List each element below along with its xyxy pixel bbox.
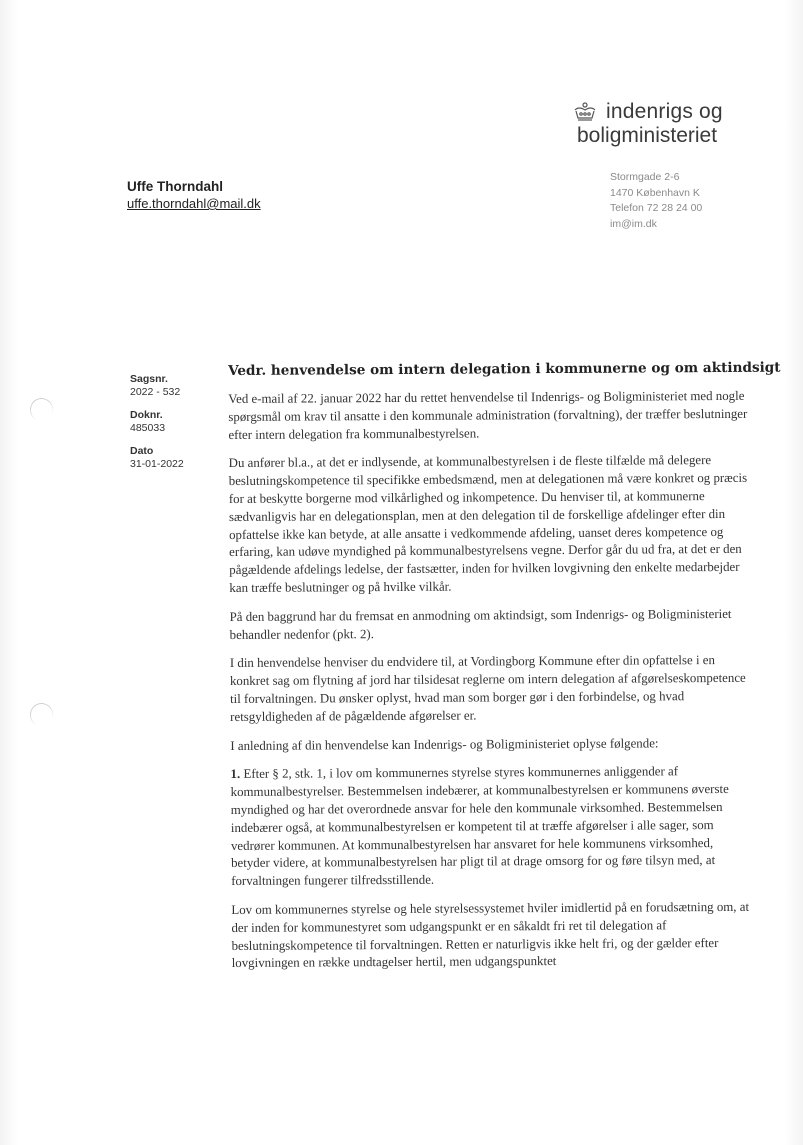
crown-icon: [572, 102, 598, 122]
dato-value: 31-01-2022: [130, 458, 184, 470]
sagsnr-label: Sagsnr.: [130, 373, 168, 385]
doknr-label: Doknr.: [130, 409, 163, 421]
paragraph: I anledning af din henvendelse kan Indenrigs- og Boligministeriet oplyse følgende:: [230, 735, 659, 753]
point-1-text: Efter § 2, stk. 1, i lov om kommunernes styrelse styres kommunernes anliggender af kommunalbestyrelser. Bestemmelsen indebærer, at kommunalbestyrelsen er kommunens øverste myndighed og har det overordnede ansvar for hele den kommunale virksomhed. Bestemmelsen indebærer også, at kommunalbestyrelsen er kompetent til at træffe afgørelser i alle sager, som vedrører kommunen. At kommunalbestyrelsen har ansvaret for hele kommunens virksomhed, betyder videre, at kommunalbestyrelsen har pligt til at drage omsorg for og føre tilsyn med, at forvaltningen fungerer tilfredsstillende.: [230, 764, 729, 889]
recipient-block: [127, 178, 261, 212]
paragraph: På den baggrund har du fremsat en anmodning om aktindsigt, som Indenrigs- og Boligministeriet behandler nedenfor (pkt. 2).: [229, 606, 732, 642]
address-city: 1470 København K: [610, 186, 700, 199]
address-email: im@im.dk: [610, 217, 657, 230]
recipient-name: Uffe Thorndahl: [127, 179, 223, 194]
doknr-value: 485033: [130, 422, 166, 434]
letter-body: [228, 359, 781, 984]
punch-hole-bottom: [27, 700, 56, 729]
paragraph: Ved e-mail af 22. januar 2022 har du rettet henvendelse til Indenrigs- og Boligministeriet med nogle spørgsmål om krav til ansatte i den kommunale administration (forvaltning), der træffer beslutninger efter intern delegation fra kommunalbestyrelsen.: [228, 388, 748, 442]
point-1-number: 1.: [230, 767, 241, 782]
logo-text-line2: boligministeriet: [577, 124, 718, 147]
dato-label: Dato: [130, 445, 154, 457]
sagsnr-value: 2022 - 532: [130, 386, 181, 398]
letter-subject: Vedr. henvendelse om intern delegation i kommunerne og om aktindsigt: [228, 359, 781, 379]
paragraph: Du anfører bl.a., at det er indlysende, at kommunalbestyrelsen i de fleste tilfælde må delegere beslutningskompetence til specifikke embedsmænd, men at delegationen må være konkret og præcis for at beskytte borgerne mod vilkårlighed og inkompetence. Du henviser til, at kommunerne sædvanligvis har en delegationsplan, men at den delegation til de forskellige afdelinger efter din opfattelse ikke kan betyde, at alle ansatte i vedkommende afdeling, uanset deres kompetence og erfaring, kan udøve myndighed på kommunalbestyrelsens vegne. Derfor går du ud fra, at det er den pågældende afdelings ledelse, der fastsætter, inden for hvilken lovgivning den enkelte medarbejder kan træffe beslutninger og på hvilke vilkår.: [228, 453, 748, 595]
address-street: Stormgade 2-6: [610, 171, 680, 183]
case-metadata: [130, 373, 210, 481]
paragraph: I din henvendelse henviser du endvidere til, at Vordingborg Kommune efter din opfattelse i en konkret sag om flytning af jord har tilsidesat reglerne om intern delegation af afgørelseskompetence til forvaltningen. Du ønsker oplyst, hvad man som borger gør i den forbindelse, og hvad retsgyldigheden af de pågældende afgørelser er.: [229, 653, 746, 724]
ministry-address: [610, 170, 702, 232]
recipient-email-link[interactable]: uffe.thorndahl@mail.dk: [127, 196, 261, 211]
logo-text-line1: indenrigs og: [606, 100, 723, 123]
punch-hole-top: [27, 395, 56, 424]
address-phone: Telefon 72 28 24 00: [610, 202, 703, 214]
paragraph: Lov om kommunernes styrelse og hele styrelsessystemet hviler imidlertid på en forudsætning om, at der inden for kommunestyret som udgangspunkt er en såkaldt fri ret til delegation af beslutningskompetence til forvaltningen. Retten er naturligvis ikke helt fri, og der gælder efter lovgivningen en række undtagelser hertil, men udgangspunktet: [231, 899, 750, 971]
point-1-paragraph: [230, 763, 751, 891]
